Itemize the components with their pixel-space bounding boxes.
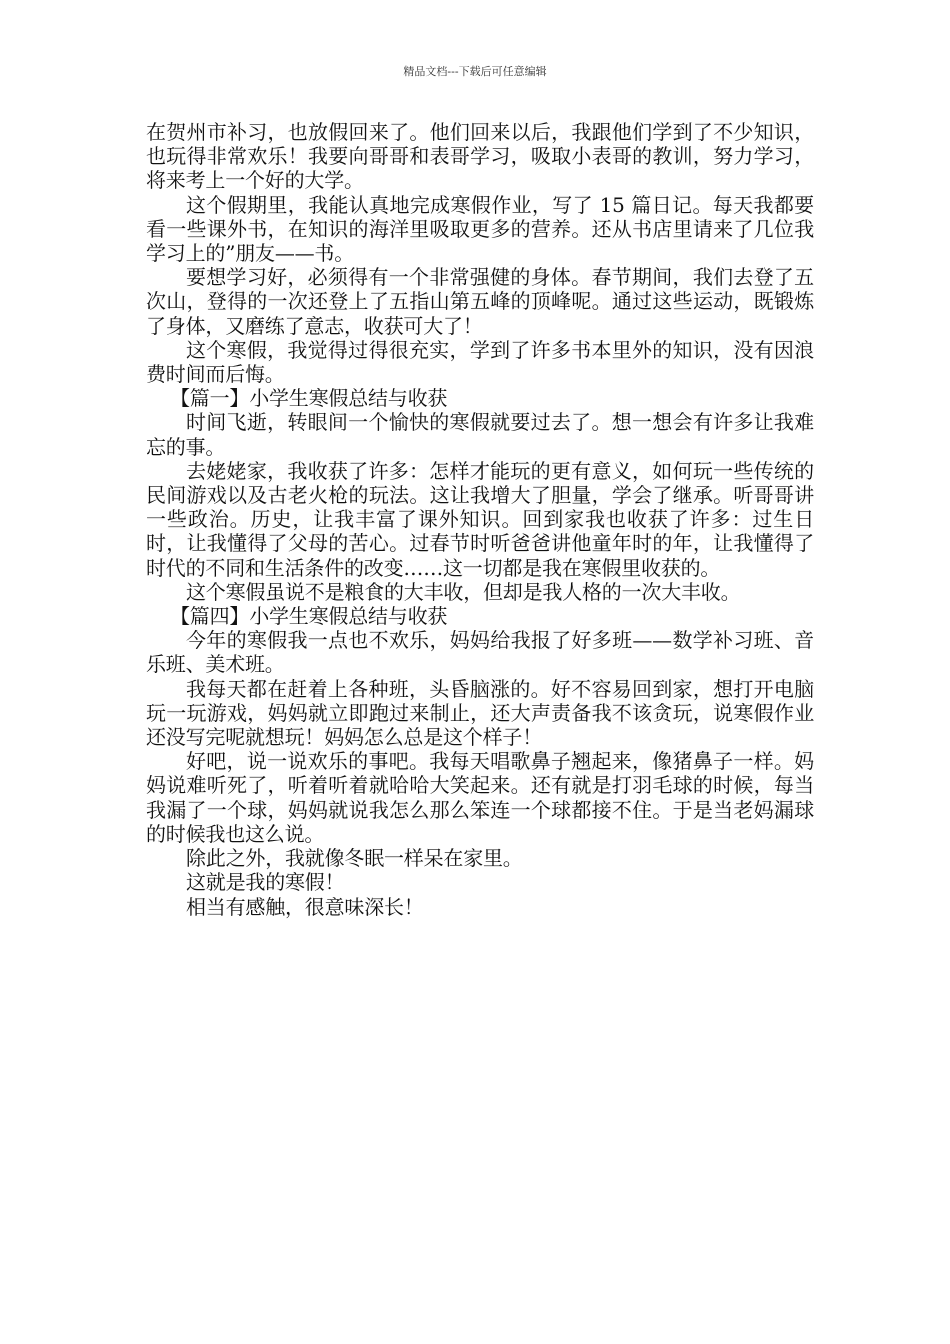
paragraph: 去姥姥家，我收获了许多：怎样才能玩的更有意义，如何玩一些传统的民间游戏以及古老火枪的玩法。这让我增大了胆量，学会了继承。听哥哥讲一些政治。历史，让我丰富了课外知识。回到家我也收获了许多：过生日时，让我懂得了父母的苦心。过春节时听爸爸讲他童年时的年，让我懂得了时代的不同和生活条件的改变……这一切都是我在寒假里收获的。 [146, 458, 814, 580]
paragraph: 这个寒假，我觉得过得很充实，学到了许多书本里外的知识，没有因浪费时间而后悔。 [146, 337, 814, 387]
paragraph: 相当有感触，很意味深长！ [186, 894, 424, 919]
paragraph: 今年的寒假我一点也不欢乐，妈妈给我报了好多班——数学补习班、音乐班、美术班。 [146, 628, 814, 677]
paragraph: 这就是我的寒假！ [186, 870, 345, 895]
paragraph: 好吧，说一说欢乐的事吧。我每天唱歌鼻子翘起来，像猪鼻子一样。妈妈说难听死了，听着听着就哈哈大笑起来。还有就是打羽毛球的时候，每当我漏了一个球，妈妈就说我怎么那么笨连一个球都接不住。于是当老妈漏球的时候我也这么说。 [146, 749, 814, 846]
page-header: 精品文档---下载后可任意编辑 [403, 65, 547, 78]
paragraph: 这个寒假虽说不是粮食的大丰收，但却是我人格的一次大丰收。 [186, 579, 741, 604]
paragraph: 时间飞逝，转眼间一个愉快的寒假就要过去了。想一想会有许多让我难忘的事。 [146, 410, 814, 459]
section-heading: 【篇四】小学生寒假总结与收获 [170, 604, 448, 629]
paragraph: 这个假期里，我能认真地完成寒假作业，写了 15 篇日记。每天我都要看一些课外书，在知识的海洋里吸取更多的营养。还从书店里请来了几位我学习上的”朋友——书。 [146, 192, 814, 266]
paragraph: 要想学习好，必须得有一个非常强健的身体。春节期间，我们去登了五次山，登得的一次还登上了五指山第五峰的顶峰呢。通过这些运动，既锻炼了身体，又磨练了意志，收获可大了！ [146, 265, 814, 338]
section-heading: 【篇一】小学生寒假总结与收获 [170, 386, 448, 411]
paragraph: 我每天都在赶着上各种班，头昏脑涨的。好不容易回到家，想打开电脑玩一玩游戏，妈妈就立即跑过来制止，还大声责备我不该贪玩，说寒假作业还没写完呢就想玩！妈妈怎么总是这个样子！ [146, 676, 814, 750]
paragraph: 在贺州市补习，也放假回来了。他们回来以后，我跟他们学到了不少知识，也玩得非常欢乐！我要向哥哥和表哥学习，吸取小表哥的教训，努力学习，将来考上一个好的大学。 [146, 120, 814, 193]
paragraph: 除此之外，我就像冬眠一样呆在家里。 [186, 846, 523, 871]
document-body [146, 120, 814, 919]
